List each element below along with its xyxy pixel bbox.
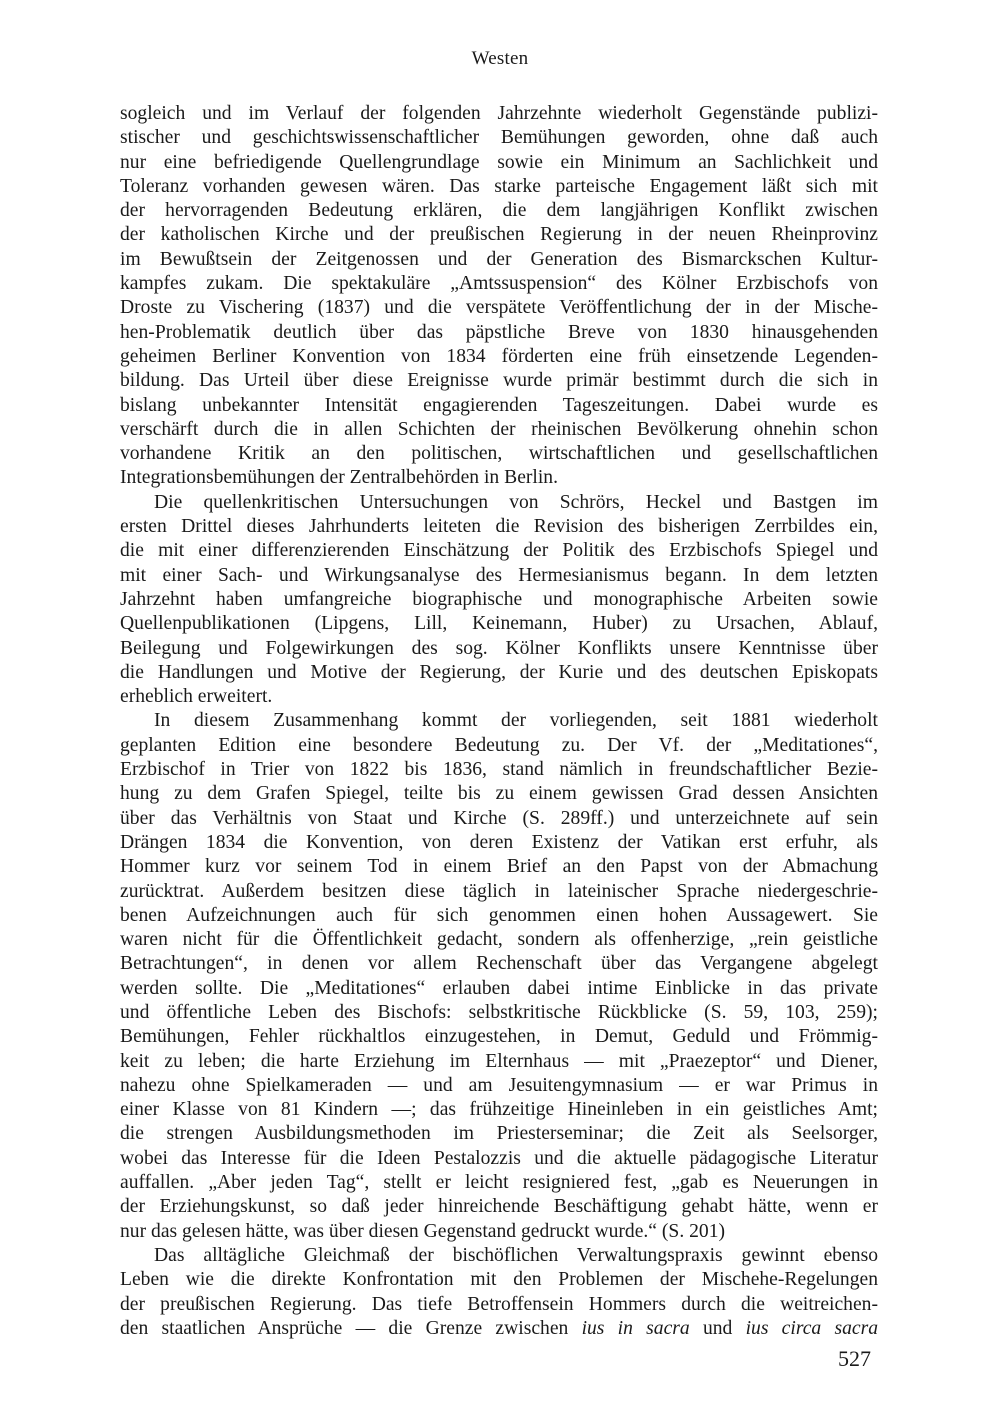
text-line: In diesem Zusammenhang kommt der vorliegenden, seit 1881 wiederholt [154, 710, 878, 732]
text-line: sogleich und im Verlauf der folgenden Jahrzehnte wiederholt Gegenstände publizi- [120, 103, 878, 124]
text-line: keit zu leben; die harte Erziehung im Elternhaus — mit „Praezeptor“ und Diener, [120, 1050, 878, 1072]
latin-term: ius in sacra [581, 1317, 690, 1339]
text-line: im Bewußtsein der Zeitgenossen und der Generation des Bismarckschen Kultur- [120, 248, 878, 270]
text-line: erheblich erweitert. [120, 686, 273, 708]
text-fragment: und [689, 1317, 746, 1339]
text-line: Das alltägliche Gleichmaß der bischöflichen Verwaltungspraxis gewinnt ebenso [154, 1244, 878, 1266]
paragraph [120, 1244, 878, 1341]
text-line: der Erziehungskunst, so daß jeder hinreichende Beschäftigung gehabt hätte, wenn er [120, 1196, 878, 1218]
text-line: Die quellenkritischen Untersuchungen von Schrörs, Heckel und Bastgen im [154, 491, 878, 513]
text-line: Integrationsbemühungen der Zentralbehörden in Berlin. [120, 467, 558, 489]
text-line: nahezu ohne Spielkameraden — und am Jesuitengymnasium — er war Primus in [120, 1074, 878, 1096]
text-line: die Handlungen und Motive der Regierung, der Kurie und des deutschen Episkopats [120, 661, 878, 683]
text-line: Toleranz vorhanden gewesen wären. Das starke parteische Engagement läßt sich mit [120, 175, 878, 197]
running-header: Westen [471, 48, 529, 69]
text-line: die mit einer differenzierenden Einschätzung der Politik des Erzbischofs Spiegel und [120, 540, 878, 562]
text-line: einer Klasse von 81 Kindern —; das frühzeitige Hineinleben in ein geistliches Amt; [120, 1099, 878, 1121]
text-line: ersten Drittel dieses Jahrhunderts leiteten die Revision des bisherigen Zerrbildes ein, [120, 516, 878, 538]
text-line: wobei das Interesse für die Ideen Pestalozzis und die aktuelle pädagogische Literatur [120, 1147, 878, 1169]
text-line: Erzbischof in Trier von 1822 bis 1836, stand nämlich in freundschaftlicher Bezie- [120, 759, 878, 781]
text-line: bislang unbekannter Intensität engagierenden Tageszeitungen. Dabei wurde es [120, 394, 878, 416]
text-line: hung zu dem Grafen Spiegel, teilte bis zu einem gewissen Grad dessen Ansichten [120, 783, 878, 805]
text-line: hen-Problematik deutlich über das päpstliche Breve von 1830 hinausgehenden [120, 321, 878, 343]
text-line: Jahrzehnt haben umfangreiche biographische und monographische Arbeiten sowie [120, 588, 878, 610]
text-line: der katholischen Kirche und der preußischen Regierung in der neuen Rheinprovinz [120, 224, 878, 246]
text-line: Betrachtungen“, in denen vor allem Rechenschaft über das Vergangene abgelegt [120, 953, 878, 975]
text-line: Bemühungen, Fehler rückhaltlos einzugestehen, in Demut, Geduld und Frömmig- [120, 1026, 878, 1048]
text-line: benen Aufzeichnungen auch für sich genommen einen hohen Aussagewert. Sie [120, 904, 878, 926]
text-line: der preußischen Regierung. Das tiefe Betroffensein Hommers durch die weitreichen- [120, 1293, 878, 1315]
text-line: und öffentliche Leben des Bischofs: selbstkritische Rückblicke (S. 59, 103, 259); [120, 1001, 878, 1023]
body-text [120, 102, 878, 1341]
text-line: Leben wie die direkte Konfrontation mit den Problemen der Mischehe-Regelungen [120, 1269, 878, 1291]
paragraph [120, 491, 878, 710]
latin-term: ius circa sacra [745, 1317, 878, 1339]
text-line: bildung. Das Urteil über diese Ereignisse wurde primär bestimmt durch die sich in [120, 370, 878, 392]
text-line: auffallen. „Aber jeden Tag“, stellt er leicht resigniered fest, „gab es Neuerungen in [120, 1172, 878, 1194]
text-line: verschärft durch die in allen Schichten der rheinischen Bevölkerung ohnehin schon [120, 418, 878, 440]
text-line: Quellenpublikationen (Lipgens, Lill, Keinemann, Huber) zu Ursachen, Ablauf, [120, 613, 878, 635]
text-line: werden sollte. Die „Meditationes“ erlauben dabei intime Einblicke in das private [120, 977, 878, 999]
paragraph [120, 102, 878, 491]
text-line: Droste zu Vischering (1837) und die verspätete Veröffentlichung der in der Mische- [120, 297, 878, 319]
text-line: nur das gelesen hätte, was über diesen Gegenstand gedruckt wurde.“ (S. 201) [120, 1220, 726, 1242]
text-line: geheimen Berliner Konvention von 1834 förderten eine früh einsetzende Legenden- [120, 345, 878, 367]
text-line: stischer und geschichtswissenschaftlicher Bemühungen geworden, ohne daß auch [120, 127, 878, 149]
text-line: waren nicht für die Öffentlichkeit gedacht, sondern als offenherzige, „rein geistliche [120, 929, 878, 951]
text-line: zurücktrat. Außerdem besitzen diese täglich in lateinischer Sprache niedergeschrie- [120, 880, 878, 902]
text-line: über das Verhältnis von Staat und Kirche (S. 289ff.) und unterzeichnete auf sein [120, 807, 878, 829]
page-number: 527 [838, 1346, 871, 1371]
text-line: die strengen Ausbildungsmethoden im Priesterseminar; die Zeit als Seelsorger, [120, 1123, 878, 1145]
text-line: Drängen 1834 die Konvention, von deren Existenz der Vatikan erst erfuhr, als [120, 831, 878, 853]
text-fragment: den staatlichen Ansprüche — die Grenze zwischen [120, 1317, 582, 1339]
text-line: Hommer kurz vor seinem Tod in einem Brief an den Papst von der Abmachung [120, 856, 878, 878]
text-line: nur eine befriedigende Quellengrundlage sowie ein Minimum an Sachlichkeit und [120, 151, 878, 173]
text-line: kampfes zukam. Die spektakuläre „Amtssuspension“ des Kölner Erzbischofs von [120, 273, 878, 295]
text-line-final [120, 1317, 878, 1341]
text-line: vorhandene Kritik an den politischen, wirtschaftlichen und gesellschaftlichen [120, 443, 878, 465]
text-line: der hervorragenden Bedeutung erklären, die dem langjährigen Konflikt zwischen [120, 200, 878, 222]
text-line: geplanten Edition eine besondere Bedeutung zu. Der Vf. der „Meditationes“, [120, 734, 878, 756]
text-line: Beilegung und Folgewirkungen des sog. Kölner Konflikts unsere Kenntnisse über [120, 637, 878, 659]
paragraph [120, 709, 878, 1244]
text-line: mit einer Sach- und Wirkungsanalyse des Hermesianismus begann. In dem letzten [120, 564, 878, 586]
